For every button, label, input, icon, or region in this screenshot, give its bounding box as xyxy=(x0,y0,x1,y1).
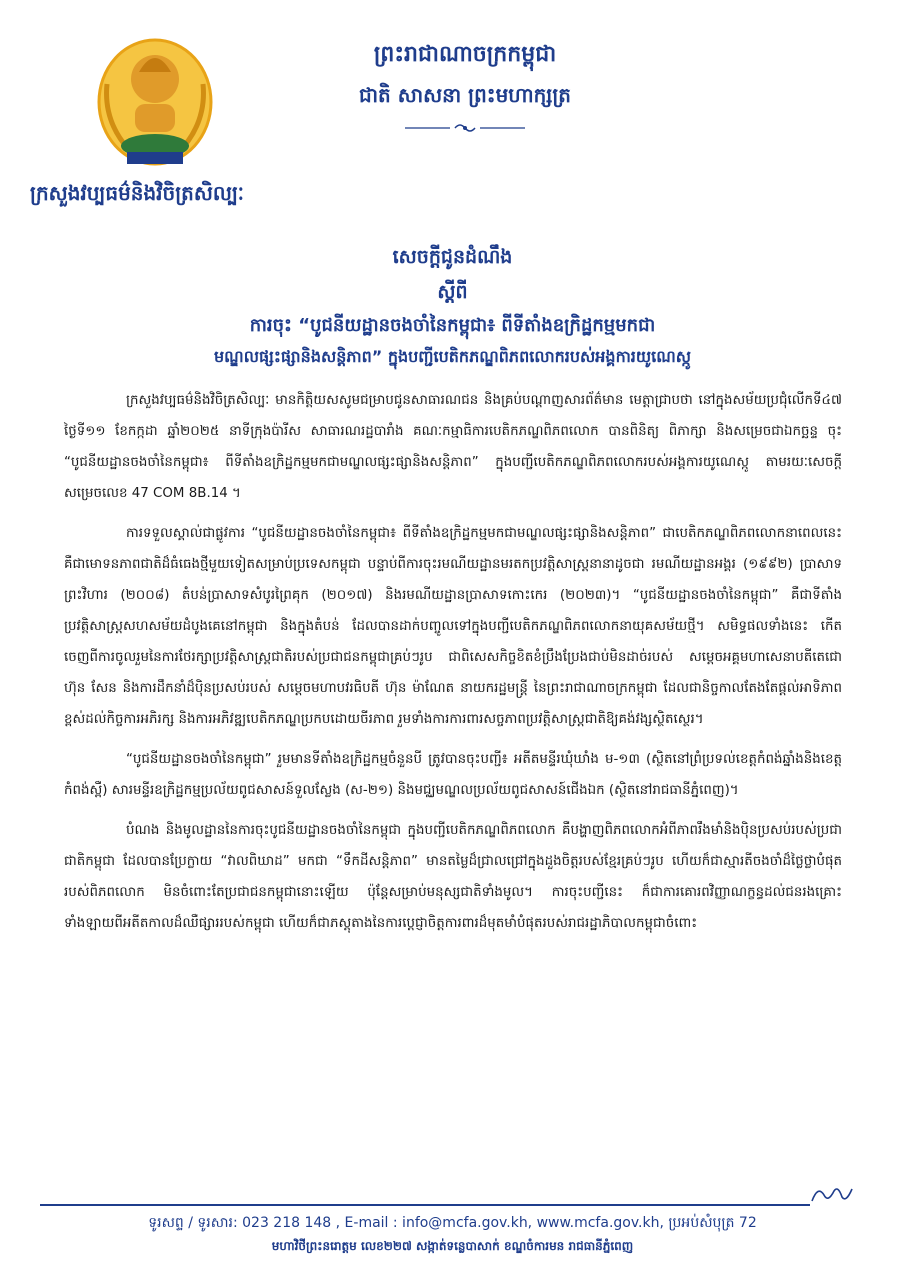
kingdom-title: ព្រះរាជាណាចក្រកម្ពុជា xyxy=(373,42,557,67)
title-subject-label: ស្តីពី xyxy=(437,281,468,303)
paragraph-4: បំណង និងមូលដ្ឋាននៃការចុះបូជនីយដ្ឋានចងចាំនៃកម្ពុជា ក្នុងបញ្ជីបេតិកភណ្ឌពិភពលោក គឺបង្ហាញពិភពលោកអំពីភាពរឹងមាំនិងប៉ិនប្រសប់របស់ប្រជាជាតិកម្ពុជា ដែលបានប្រែក្លាយ “វាលពិឃាដ” មកជា “ទឹកដីសន្តិភាព” មានតម្លៃដ៏ជ្រាលជ្រៅក្នុងដួងចិត្តរបស់ខ្មែរគ្រប់ៗរូប ហើយក៏ជាស្មារតីចងចាំដ៏ថ្លៃថ្លាបំផុតរបស់ពិភពលោក មិនចំពោះតែប្រជាជនកម្ពុជានោះឡើយ ប៉ុន្តែសម្រាប់មនុស្សជាតិទាំងមូល។ ការចុះបញ្ជីនេះ ក៏ជាការគោរពវិញ្ញាណក្ខន្ធដល់ជនរងគ្រោះទាំងឡាយពីអតីតកាលដ៏ឈឺផ្សាររបស់កម្ពុជា ហើយក៏ជាភស្តុតាងនៃការប្តេជ្ញាចិត្តការពារដ៏មុតមាំបំផុតរបស់រាជរដ្ឋាភិបាលកម្ពុជាចំពោះ xyxy=(64,823,842,931)
ministry-emblem-logo xyxy=(93,24,218,174)
footer-divider xyxy=(40,1204,810,1206)
title-subject-line-2: មណ្ឌលផ្សះផ្សានិងសន្តិភាព” ក្នុងបញ្ជីបេតិកភណ្ឌពិភពលោករបស់អង្គការយូណេស្កូ xyxy=(214,347,691,366)
handwritten-initials xyxy=(808,1181,856,1207)
divider-ornament-icon xyxy=(405,122,525,134)
paragraph-3: “បូជនីយដ្ឋានចងចាំនៃកម្ពុជា” រួមមានទីតាំងឧក្រិដ្ឋកម្មចំនួនបី ត្រូវបានចុះបញ្ជី៖ អតីតមន្ទីរឃុំឃាំង ម-១៣ (ស្ថិតនៅព្រំប្រទល់ខេត្តកំពង់ឆ្នាំងនិងខេត្តកំពង់ស្ពឺ) សារមន្ទីរឧក្រិដ្ឋកម្មប្រល័យពូជសាសន៍ទួលស្លែង (ស-២១) និងមជ្ឈមណ្ឌលប្រល័យពូជសាសន៍ជើងឯក (ស្ថិតនៅរាជធានីភ្នំពេញ)។ xyxy=(64,752,842,798)
national-motto: ជាតិ សាសនា ព្រះមហាក្សត្រ xyxy=(359,83,571,107)
footer-contact: ទូរសព្ទ / ទូរសារ: 023 218 148 , E-mail : info@mcfa.gov.kh, www.mcfa.gov.kh, ប្រអប់សំបុត្រ 72 xyxy=(148,1215,757,1231)
document-title: សេចក្តីជូនដំណឹង xyxy=(392,246,513,268)
ministry-name: ក្រសួងវប្បធម៌និងវិចិត្រសិល្បៈ xyxy=(30,181,245,205)
paragraph-1: ក្រសួងវប្បធម៌និងវិចិត្រសិល្បៈ មានកិត្តិយសសូមជម្រាបជូនសាធារណជន និងគ្រប់បណ្តាញសារព័ត៌មាន មេត្តាជ្រាបថា នៅក្នុងសម័យប្រជុំលើកទី៤៧ ថ្ងៃទី១១ ខែកក្កដា ឆ្នាំ២០២៥ នាទីក្រុងប៉ារីស សាធារណរដ្ឋបារាំង គណៈកម្មាធិការបេតិកភណ្ឌពិភពលោក បានពិនិត្យ ពិភាក្សា និងសម្រេចជាឯកច្ឆន្ទ ចុះ “បូជនីយដ្ឋានចងចាំនៃកម្ពុជា៖ ពីទីតាំងឧក្រិដ្ឋកម្មមកជាមណ្ឌលផ្សះផ្សានិងសន្តិភាព” ក្នុងបញ្ជីបេតិកភណ្ឌពិភពលោករបស់អង្គការយូណេស្កូ តាមរយៈសេចក្តីសម្រេចលេខ 47 COM 8B.14 ។ xyxy=(64,393,842,501)
paragraph-2: ការទទួលស្គាល់ជាផ្លូវការ “បូជនីយដ្ឋានចងចាំនៃកម្ពុជា៖ ពីទីតាំងឧក្រិដ្ឋកម្មមកជាមណ្ឌលផ្សះផ្សានិងសន្តិភាព” ជាបេតិកភណ្ឌពិភពលោកនាពេលនេះ គឺជាមោទនភាពជាតិដ៏ធំធេងថ្មីមួយទៀតសម្រាប់ប្រទេសកម្ពុជា បន្ទាប់ពីការចុះរមណីយដ្ឋានមរតកប្រវត្តិសាស្ត្រនានាដូចជា រមណីយដ្ឋានអង្គរ (១៩៩២) ប្រាសាទព្រះវិហារ (២០០៨) តំបន់ប្រាសាទសំបូរព្រៃគុក (២០១៧) និងរមណីយដ្ឋានប្រាសាទកោះកេរ (២០២៣)។ “បូជនីយដ្ឋានចងចាំនៃកម្ពុជា” គឺជាទីតាំងប្រវត្តិសាស្ត្រសហសម័យដំបូងគេនៅកម្ពុជា និងក្នុងតំបន់ ដែលបានដាក់បញ្ចូលទៅក្នុងបញ្ជីបេតិកភណ្ឌពិភពលោកនាយុគសម័យថ្មី។ សមិទ្ធផលទាំងនេះ កើតចេញពីការចូលរួមនៃការថែរក្សាប្រវត្តិសាស្ត្រជាតិរបស់ប្រជាជនកម្ពុជាគ្រប់ៗរូប ជាពិសេសកិច្ចខិតខំប្រឹងប្រែងជាប់មិនដាច់របស់ សម្តេចអគ្គមហាសេនាបតីតេជោ ហ៊ុន សែន និងការដឹកនាំដ៏ប៉ិនប្រសប់របស់ សម្តេចមហាបវរធិបតី ហ៊ុន ម៉ាណែត នាយករដ្ឋមន្ត្រី នៃព្រះរាជាណាចក្រកម្ពុជា ដែលជានិច្ចកាលតែងតែផ្តល់អាទិភាពខ្ពស់ដល់កិច្ចការអភិរក្ស និងការអភិវឌ្ឍបេតិកភណ្ឌប្រកបដោយចីរភាព រួមទាំងការការពារសច្ចភាពប្រវត្តិសាស្ត្រជាតិឱ្យគង់វង្សស្ថិតស្ថេរ។ xyxy=(64,526,842,727)
document-body xyxy=(64,385,842,948)
title-subject-line-1: ការចុះ “បូជនីយដ្ឋានចងចាំនៃកម្ពុជា៖ ពីទីតាំងឧក្រិដ្ឋកម្មមកជា xyxy=(249,315,656,336)
footer-address: មហាវិថីព្រះនរោត្តម លេខ២២៧ សង្កាត់ទន្លេបាសាក់ ខណ្ឌចំការមន រាជធានីភ្នំពេញ xyxy=(271,1239,634,1253)
